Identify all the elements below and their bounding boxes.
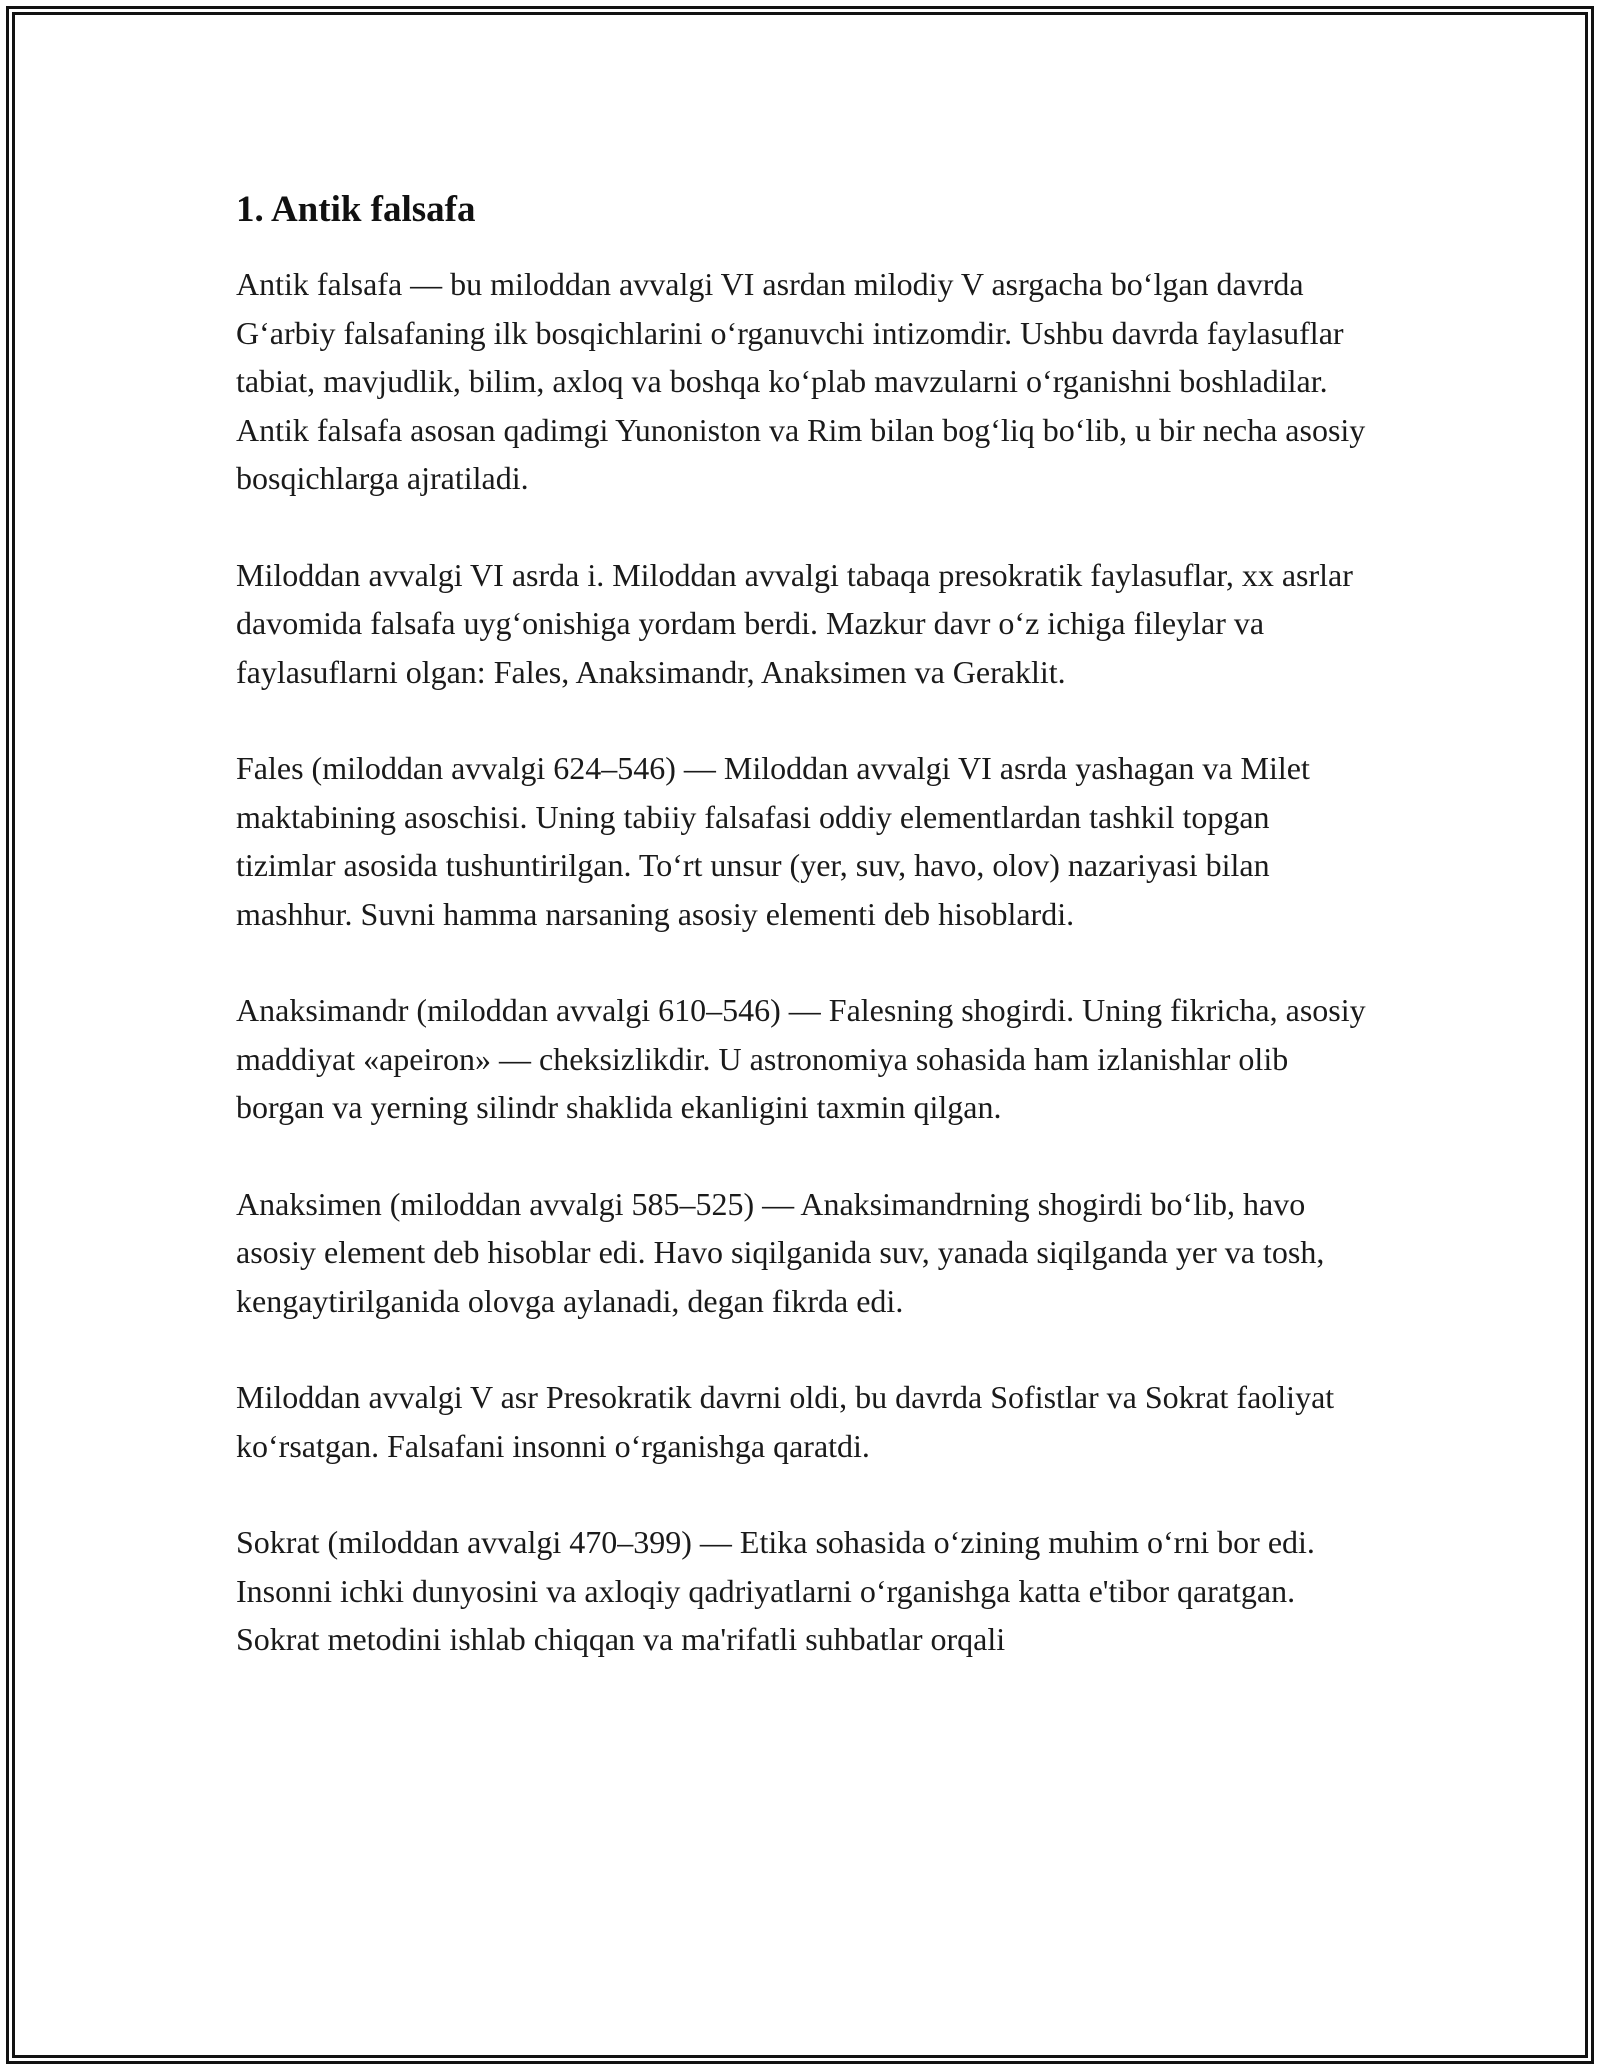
paragraph-anaximander: Anaksimandr (miloddan avvalgi 610–546) — Falesning shogirdi. Uning fikricha, asosiy maddiyat «apeiron» — cheksizlikdir. U astronomiya sohasida ham izlanishlar olib borgan va yerning silindr shaklida ekanligini taxmin qilgan.	[236, 992, 1366, 1125]
paragraph-fifth-century: Miloddan avvalgi V asr Presokratik davrni oldi, bu davrda Sofistlar va Sokrat faoliyat ko‘rsatgan. Falsafani insonni o‘rganishga qaratdi.	[236, 1379, 1335, 1464]
paragraph-socrates: Sokrat (miloddan avvalgi 470–399) — Etika sohasida o‘zining muhim o‘rni bor edi. Insonni ichki dunyosini va axloqiy qadriyatlarni o‘rganishga katta e'tibor qaratgan. Sokrat metodini ishlab chiqqan va ma'rifatli suhbatlar orqali	[236, 1524, 1315, 1657]
section-heading: 1. Antik falsafa	[236, 189, 476, 230]
paragraph-thales: Fales (miloddan avvalgi 624–546) — Miloddan avvalgi VI asrda yashagan va Milet maktabining asoschisi. Uning tabiiy falsafasi oddiy elementlardan tashkil topgan tizimlar asosida tushuntirilgan. To‘rt unsur (yer, suv, havo, olov) nazariyasi bilan mashhur. Suvni hamma narsaning asosiy elementi deb hisoblardi.	[236, 750, 1310, 932]
paragraph-intro: Antik falsafa — bu miloddan avvalgi VI asrdan milodiy V asrgacha bo‘lgan davrda G‘arbiy falsafaning ilk bosqichlarini o‘rganuvchi intizomdir. Ushbu davrda faylasuflar tabiat, mavjudlik, bilim, axloq va boshqa ko‘plab mavzularni o‘rganishni boshladilar. Antik falsafa asosan qadimgi Yunoniston va Rim bilan bog‘liq bo‘lib, u bir necha asosiy bosqichlarga ajratiladi.	[236, 266, 1366, 496]
paragraph-presocratics: Miloddan avvalgi VI asrda i. Miloddan avvalgi tabaqa presokratik faylasuflar, xx asrlar davomida falsafa uyg‘onishiga yordam berdi. Mazkur davr o‘z ichiga fileylar va faylasuflarni olgan: Fales, Anaksimandr, Anaksimen va Geraklit.	[236, 556, 1353, 690]
document-body	[236, 186, 1366, 1712]
paragraph-anaximenes: Anaksimen (miloddan avvalgi 585–525) — Anaksimandrning shogirdi bo‘lib, havo asosiy element deb hisoblar edi. Havo siqilganida suv, yanada siqilganda yer va tosh, kengaytirilganida olovga aylanadi, degan fikrda edi.	[236, 1185, 1325, 1319]
